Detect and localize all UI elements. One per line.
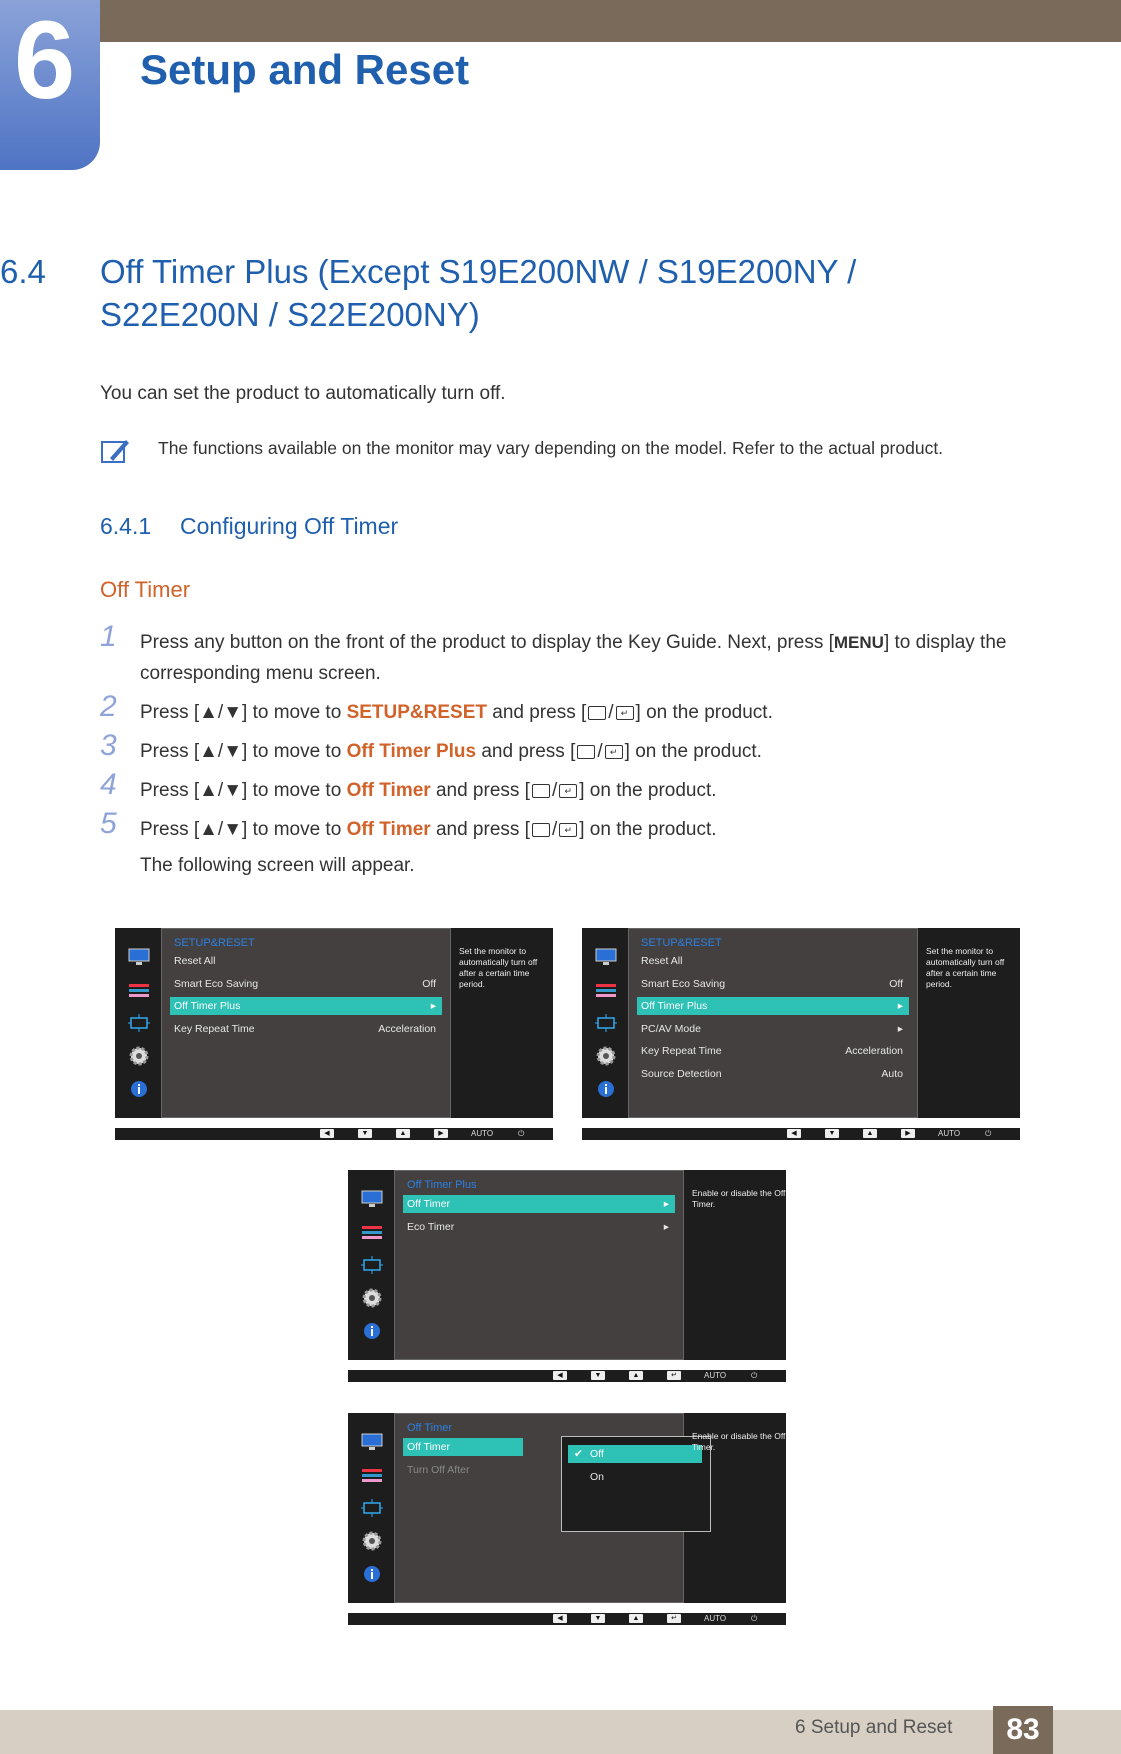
subheading: Off Timer — [100, 577, 191, 602]
enter-key-icon: ↵ — [559, 823, 577, 837]
osd-row-eco-timer[interactable]: Eco Timer ▸ — [407, 1221, 669, 1233]
step-number: 2 — [100, 690, 117, 723]
step-number: 5 — [100, 807, 117, 840]
step-3: 3 Press [▲/▼] to move to Off Timer Plus and press [ / ↵ ] on the product. — [100, 729, 762, 762]
osd-icon-column — [115, 928, 161, 1118]
enter-icon: ↵ — [667, 1614, 681, 1623]
color-icon — [128, 982, 150, 1000]
up-arrow-icon: ▲ — [863, 1129, 877, 1138]
osd-menu-panel — [161, 928, 451, 1118]
footer-chapter-label: 6 Setup and Reset — [795, 1717, 953, 1738]
step-5: 5 Press [▲/▼] to move to Off Timer and press [ / ↵ ] on the product. — [100, 807, 717, 840]
power-icon: ⏻ — [751, 1371, 758, 1380]
down-arrow-icon: ▼ — [358, 1129, 372, 1138]
source-key-icon — [532, 784, 550, 798]
power-icon: ⏻ — [985, 1129, 992, 1138]
intro-text: You can set the product to automatically turn off. — [100, 383, 506, 404]
off-timer-options-popup — [561, 1436, 711, 1532]
source-key-icon — [588, 706, 606, 720]
step-number: 4 — [100, 768, 117, 801]
enter-key-icon: ↵ — [559, 784, 577, 798]
power-icon: ⏻ — [751, 1614, 758, 1623]
down-arrow-icon: ▼ — [825, 1129, 839, 1138]
subsection-number: 6.4.1 — [100, 513, 152, 539]
osd-row-off-timer-plus[interactable]: Off Timer Plus ▸ — [637, 997, 909, 1015]
osd-row-turn-off-after[interactable]: Turn Off After — [407, 1464, 470, 1476]
left-arrow-icon: ◀ — [553, 1371, 567, 1380]
chapter-tab — [0, 0, 100, 170]
color-icon — [595, 982, 617, 1000]
step-2: 2 Press [▲/▼] to move to SETUP&RESET and press [ / ↵ ] on the product. — [100, 690, 773, 723]
osd-help-text: Enable or disable the Off Timer. — [692, 1431, 786, 1452]
monitor-icon — [361, 1433, 383, 1451]
note-text: The functions available on the monitor may vary depending on the model. Refer to the actual product. — [158, 438, 944, 458]
left-arrow-icon: ◀ — [787, 1129, 801, 1138]
page-number: 83 — [993, 1706, 1053, 1754]
source-key-icon — [532, 823, 550, 837]
gear-icon — [128, 1045, 150, 1067]
osd-help-text: Set the monitor to automatically turn off after a certain time period. — [926, 946, 1005, 989]
osd-row-pc-av-mode[interactable]: PC/AV Mode ▸ — [641, 1023, 903, 1035]
size-position-icon — [128, 1014, 150, 1032]
color-icon — [361, 1467, 383, 1485]
osd-screenshot-3 — [348, 1170, 786, 1360]
auto-label: AUTO — [471, 1129, 494, 1138]
size-position-icon — [361, 1256, 383, 1274]
osd-row-source-detection[interactable]: Source Detection Auto — [641, 1068, 903, 1080]
step-number: 1 — [100, 620, 117, 653]
menu-key: MENU — [833, 633, 884, 652]
osd-screenshot-4 — [348, 1413, 786, 1603]
down-arrow-icon: ▼ — [591, 1371, 605, 1380]
osd-key-guide-1 — [115, 1128, 553, 1140]
subsection-heading — [100, 513, 398, 540]
color-icon — [361, 1224, 383, 1242]
footer-bar — [0, 1710, 1121, 1754]
subsection-title: Configuring Off Timer — [180, 513, 399, 539]
osd-row-off-timer-plus[interactable]: Off Timer Plus ▸ — [170, 997, 442, 1015]
note-icon — [100, 436, 130, 466]
section-title: Off Timer Plus (Except S19E200NW / S19E200NY / S22E200N / S22E200NY) — [100, 253, 857, 333]
up-arrow-icon: ▲ — [396, 1129, 410, 1138]
top-band — [0, 0, 1121, 42]
left-arrow-icon: ◀ — [320, 1129, 334, 1138]
checkmark-icon: ✔ — [574, 1448, 583, 1460]
info-icon — [595, 1080, 617, 1098]
osd-menu-title: SETUP&RESET — [641, 937, 722, 949]
osd-screenshot-1 — [115, 928, 553, 1118]
step-1: 1 Press any button on the front of the product to display the Key Guide. Next, press [MENU] to display the corresponding menu screen. — [100, 620, 1007, 684]
right-arrow-icon: ▶ — [434, 1129, 448, 1138]
up-arrow-icon: ▲ — [629, 1614, 643, 1623]
osd-key-guide-4 — [348, 1613, 786, 1625]
info-icon — [361, 1322, 383, 1340]
enter-key-icon: ↵ — [616, 706, 634, 720]
auto-label: AUTO — [704, 1614, 727, 1623]
enter-icon: ↵ — [667, 1371, 681, 1380]
source-key-icon — [577, 745, 595, 759]
auto-label: AUTO — [938, 1129, 961, 1138]
option-on[interactable]: On — [590, 1471, 605, 1483]
osd-menu-title: Off Timer Plus — [407, 1179, 477, 1191]
osd-menu-title: SETUP&RESET — [174, 937, 255, 949]
monitor-icon — [128, 948, 150, 966]
osd-row-reset-all[interactable]: Reset All — [174, 955, 216, 967]
osd-menu-title: Off Timer — [407, 1422, 453, 1434]
osd-help-text: Enable or disable the Off Timer. — [692, 1188, 786, 1209]
osd-help-text: Set the monitor to automatically turn off after a certain time period. — [459, 946, 538, 989]
osd-key-guide-2 — [582, 1128, 1020, 1140]
osd-icon-column — [582, 928, 628, 1118]
osd-row-reset-all[interactable]: Reset All — [641, 955, 683, 967]
osd-menu-panel — [394, 1413, 684, 1603]
osd-icon-column — [348, 1170, 394, 1360]
up-arrow-icon: ▲ — [629, 1371, 643, 1380]
osd-row-smart-eco-saving[interactable]: Smart Eco Saving Off — [174, 978, 436, 990]
down-arrow-icon: ▼ — [591, 1614, 605, 1623]
enter-key-icon: ↵ — [605, 745, 623, 759]
step-number: 3 — [100, 729, 117, 762]
osd-menu-panel — [394, 1170, 684, 1360]
monitor-icon — [595, 948, 617, 966]
after-steps-text: The following screen will appear. — [140, 855, 415, 876]
monitor-icon — [361, 1190, 383, 1208]
step-4: 4 Press [▲/▼] to move to Off Timer and press [ / ↵ ] on the product. — [100, 768, 717, 801]
right-arrow-icon: ▶ — [901, 1129, 915, 1138]
osd-screenshot-2 — [582, 928, 1020, 1118]
info-icon — [128, 1080, 150, 1098]
power-icon: ⏻ — [518, 1129, 525, 1138]
osd-row-smart-eco-saving[interactable]: Smart Eco Saving Off — [641, 978, 903, 990]
size-position-icon — [595, 1014, 617, 1032]
osd-menu-panel — [628, 928, 918, 1118]
gear-icon — [595, 1045, 617, 1067]
size-position-icon — [361, 1499, 383, 1517]
chapter-number: 6 — [14, 0, 76, 122]
osd-row-key-repeat-time[interactable]: Key Repeat Time Acceleration — [174, 1023, 436, 1035]
auto-label: AUTO — [704, 1371, 727, 1380]
osd-row-off-timer[interactable]: Off Timer ▸ — [403, 1195, 675, 1213]
gear-icon — [361, 1287, 383, 1309]
osd-key-guide-3 — [348, 1370, 786, 1382]
gear-icon — [361, 1530, 383, 1552]
option-off[interactable]: ✔ Off — [568, 1445, 702, 1463]
info-icon — [361, 1565, 383, 1583]
left-arrow-icon: ◀ — [553, 1614, 567, 1623]
osd-row-key-repeat-time[interactable]: Key Repeat Time Acceleration — [641, 1045, 903, 1057]
osd-row-off-timer[interactable]: Off Timer — [403, 1438, 523, 1456]
chapter-title: Setup and Reset — [140, 46, 470, 93]
osd-icon-column — [348, 1413, 394, 1603]
section-number: 6.4 — [0, 253, 46, 290]
